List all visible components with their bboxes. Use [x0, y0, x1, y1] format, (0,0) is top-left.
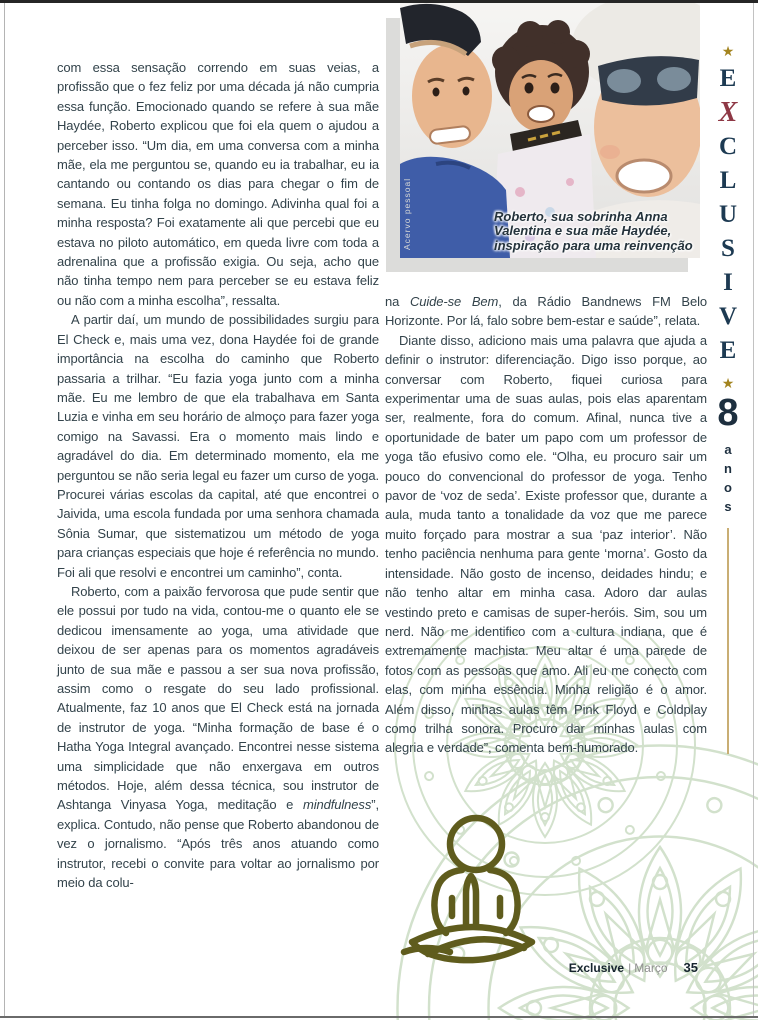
page-edge-left	[4, 3, 5, 1016]
paragraph-text: ”, explica. Contudo, não pense que Roberto abandonou de vez o jornalismo. “Após três anos atuando como instrutor, recebi o convite para voltar ao jornalismo por meio da colu-	[57, 797, 379, 891]
paragraph	[57, 582, 379, 893]
caption-line: Roberto, sua sobrinha Anna	[494, 208, 668, 224]
caption-line: Valentina e sua mãe Haydée,	[494, 223, 672, 238]
photo-credit: Acervo pessoal	[402, 177, 412, 250]
italic-term: Cuide-se Bem	[409, 294, 499, 309]
page-edge-right	[753, 3, 754, 1016]
issue-month: Março	[634, 961, 668, 975]
paragraph: com essa sensação correndo em suas veias, a profissão que o fez feliz por uma década já não cumpria essa função. Emocionado quando se refere à sua mãe Haydée, Roberto explicou que foi ela quem o ajudou a perceber isso. “Um dia, em uma conversa com a minha mãe, ela me perguntou se, quando eu ia trabalhar, eu ia cantando ou contando os dias para chegar o fim de semana. Eu tinha folga no domingo. Adivinha qual foi a minha resposta? Foi exatamente ali que percebi que eu estava no piloto automático, em queda livre com toda a adrenalina que a profissão exigia. Ou seja, acho que não tinha tempo nem para perceber se eu estava feliz ou não com a minha escolha”, ressalta.	[57, 60, 379, 308]
masthead-letter: C	[718, 133, 738, 160]
masthead-letter: L	[719, 167, 737, 194]
page-footer	[560, 960, 720, 975]
page-number: 35	[683, 960, 698, 975]
paragraph-text: Roberto, com a paixão fervorosa que pude sentir que ele possui por tudo na vida, contou-me o quanto ele se dedicou imensamente ao yoga, uma atividade que deixou de ser apenas para os momentos agradáveis junto de sua mãe e passou a ser sua nova profissão, assim como o resgate do seu lado profissional. Atualmente, faz 10 anos que El Check está na jornada de instrutor de yoga. “Minha formação de base é o Hatha Yoga Integral avançado. Encontrei nesse sistema uma simplicidade que não enxergava em outros métodos. Hoje, além dessa técnica, sou instrutor de Ashtanga Vinyasa Yoga, meditação e	[57, 583, 379, 813]
masthead-letter: V	[718, 303, 738, 330]
article-right-column	[385, 292, 707, 758]
footer-divider: |	[628, 961, 632, 975]
magazine-name: Exclusive	[568, 961, 625, 975]
masthead-letter: U	[718, 201, 738, 228]
anniversary-word: anos	[720, 442, 736, 518]
anniversary-number: 8	[717, 392, 739, 434]
italic-term: mindfulness	[302, 797, 372, 813]
masthead-letter: S	[721, 235, 735, 262]
yoga-figure-icon	[398, 810, 544, 972]
masthead-letter: I	[723, 269, 733, 296]
article-left-column	[57, 58, 379, 892]
masthead-sidebar	[702, 0, 754, 1016]
masthead-letter: E	[719, 65, 737, 92]
paragraph	[385, 292, 707, 331]
caption-line: inspiração para uma reinvenção	[494, 237, 693, 253]
star-icon: ★	[721, 375, 735, 391]
star-icon: ★	[721, 43, 735, 59]
masthead-letter: X	[718, 97, 738, 128]
page-edge-bottom	[0, 1016, 758, 1018]
masthead-letter: E	[719, 337, 737, 364]
paragraph-text: na	[385, 294, 410, 309]
paragraph-text: , da Rádio Bandnews FM Belo Horizonte. Por lá, falo sobre bem-estar e saúde”, relata.	[385, 294, 707, 329]
gold-rule	[727, 528, 729, 754]
photo-caption	[494, 210, 693, 254]
family-photo	[400, 2, 700, 258]
paragraph: A partir daí, um mundo de possibilidades surgiu para El Check e, mais uma vez, dona Haydée foi de grande importância na escolha do caminho que Roberto passaria a trilhar. “Eu fazia yoga junto com a minha mãe. Eu me lembro de que ela trabalhava em Santa Luzia e vinha em seu horário de almoço para fazer yoga comigo na Savassi. Era o momento mais lindo e agradável do dia. Em determinado momento, ela me perguntou se não seria legal eu fazer um curso de yoga. Procurei várias escolas da capital, até que encontrei o Jaivida, uma escola fundada por uma senhora chamada Sônia Sumar, que sistematizou um método de yoga para crianças especiais que hoje é referência no mundo. Foi ali que resolvi e encontrei um caminho”, conta.	[57, 312, 379, 580]
page-edge-top	[0, 0, 758, 3]
paragraph: Diante disso, adiciono mais uma palavra que ajuda a definir o instrutor: diferenciação. Digo isso porque, ao conversar com Roberto, fiquei curiosa para experimentar uma de suas aulas, pois elas aparentam ser, realmente, fora do comum. Afinal, nunca tive a oportunidade de bater um papo com um professor de yoga tão efusivo como ele. “Olha, eu procuro sair um pouco do convencional do professor de yoga. Tenho pavor de ‘voz de seda’. Existe professor que, durante a aula, muda tanto a tonalidade da voz que me parece muito forçado para mostrar a sua ‘paz interior’. Não tenho paciência nenhuma para gente ‘morna’. Gosto da intensidade. Não gosto de incenso, deidades hindu; e não tenho altar em minha casa. Adoro dar aulas vestindo preto e camisas de super-heróis. Sim, sou um nerd. Não me identifico com a cultura indiana, que é extremamente machista. Meu altar é uma parede de fotos com as pessoas que amo. Ali eu me conecto com elas, com minha essência. Minha religião é o amor. Além disso, minhas aulas têm Pink Floyd e Coldplay como trilha sonora. Procuro dar minhas aulas com alegria e verdade”, comenta bem-humorado.	[385, 332, 707, 756]
